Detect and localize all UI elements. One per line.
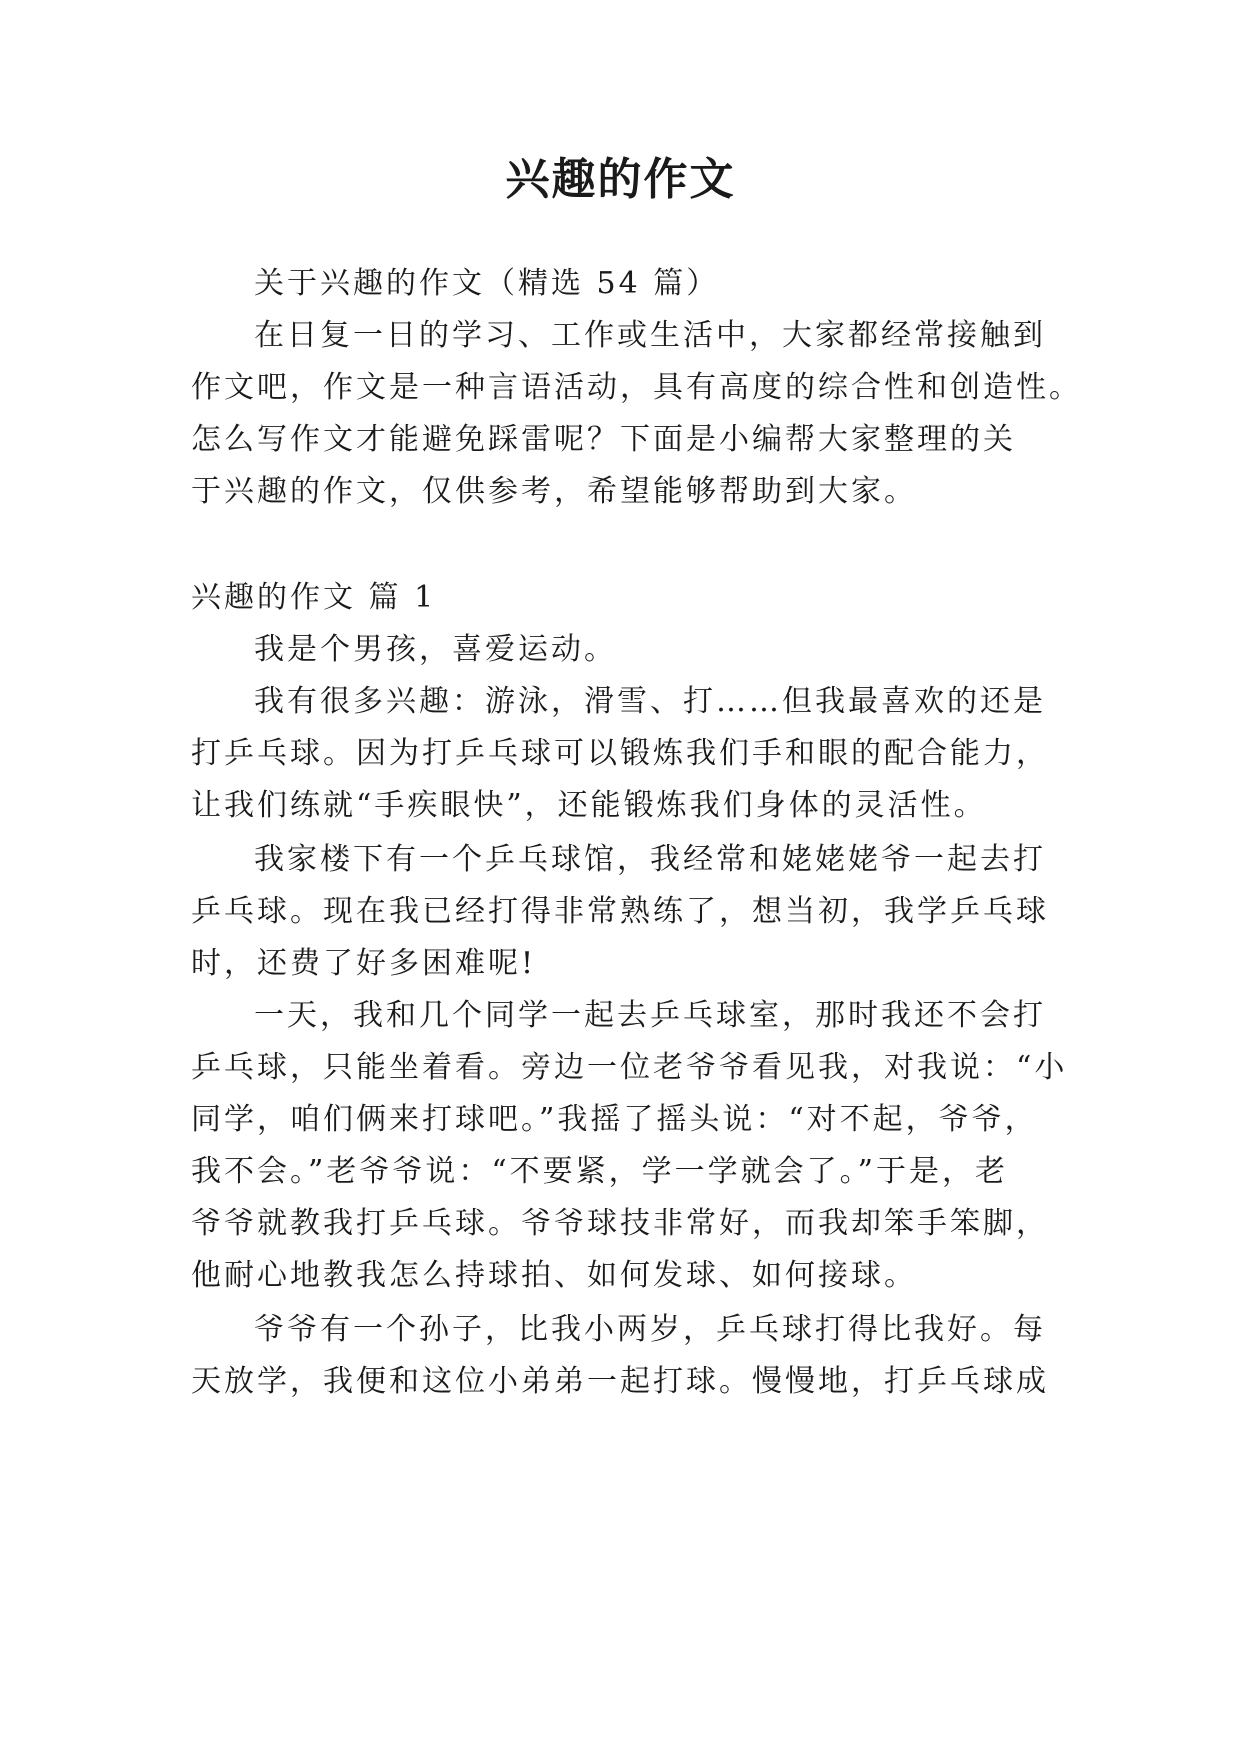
paragraph-line: 爷爷就教我打乒乓球。爷爷球技非常好，而我却笨手笨脚， (191, 1206, 1049, 1241)
paragraph-line: 打乒乓球。因为打乒乓球可以锻炼我们手和眼的配合能力， (191, 736, 1049, 771)
paragraph-line: 于兴趣的作文，仅供参考，希望能够帮助到大家。 (191, 474, 917, 509)
paragraph-line: 一天，我和几个同学一起去乒乓球室，那时我还不会打 (254, 998, 1046, 1033)
paragraph-line: 同学，咱们俩来打球吧。”我摇了摇头说：“对不起，爷爷， (191, 1102, 1038, 1137)
paragraph-line: 怎么写作文才能避免踩雷呢？下面是小编帮大家整理的关 (191, 422, 1016, 457)
paragraph-line: 我有很多兴趣：游泳，滑雪、打……但我最喜欢的还是 (254, 684, 1046, 719)
paragraph-line: 作文吧，作文是一种言语活动，具有高度的综合性和创造性。 (191, 370, 1082, 405)
paragraph-line: 我家楼下有一个乒乓球馆，我经常和姥姥姥爷一起去打 (254, 842, 1046, 877)
paragraph-line: 让我们练就“手疾眼快”，还能锻炼我们身体的灵活性。 (191, 788, 987, 823)
document-title: 兴趣的作文 (505, 154, 736, 205)
paragraph-line: 天放学，我便和这位小弟弟一起打球。慢慢地，打乒乓球成 (191, 1364, 1049, 1399)
paragraph-line: 他耐心地教我怎么持球拍、如何发球、如何接球。 (191, 1258, 917, 1293)
paragraph-line: 爷爷有一个孙子，比我小两岁，乒乓球打得比我好。每 (254, 1312, 1046, 1347)
paragraph-line: 我不会。”老爷爷说：“不要紧，学一学就会了。”于是，老 (191, 1154, 1009, 1189)
paragraph-line: 乒乓球，只能坐着看。旁边一位老爷爷看见我，对我说：“小 (191, 1050, 1068, 1085)
paragraph-line: 在日复一日的学习、工作或生活中，大家都经常接触到 (254, 318, 1046, 353)
paragraph-line: 我是个男孩，喜爱运动。 (254, 632, 617, 667)
section-heading: 兴趣的作文 篇 1 (191, 580, 437, 615)
paragraph-line: 时，还费了好多困难呢! (191, 946, 537, 981)
paragraph-line: 乒乓球。现在我已经打得非常熟练了，想当初，我学乒乓球 (191, 894, 1049, 929)
subtitle-line: 关于兴趣的作文（精选 54 篇） (254, 266, 720, 301)
